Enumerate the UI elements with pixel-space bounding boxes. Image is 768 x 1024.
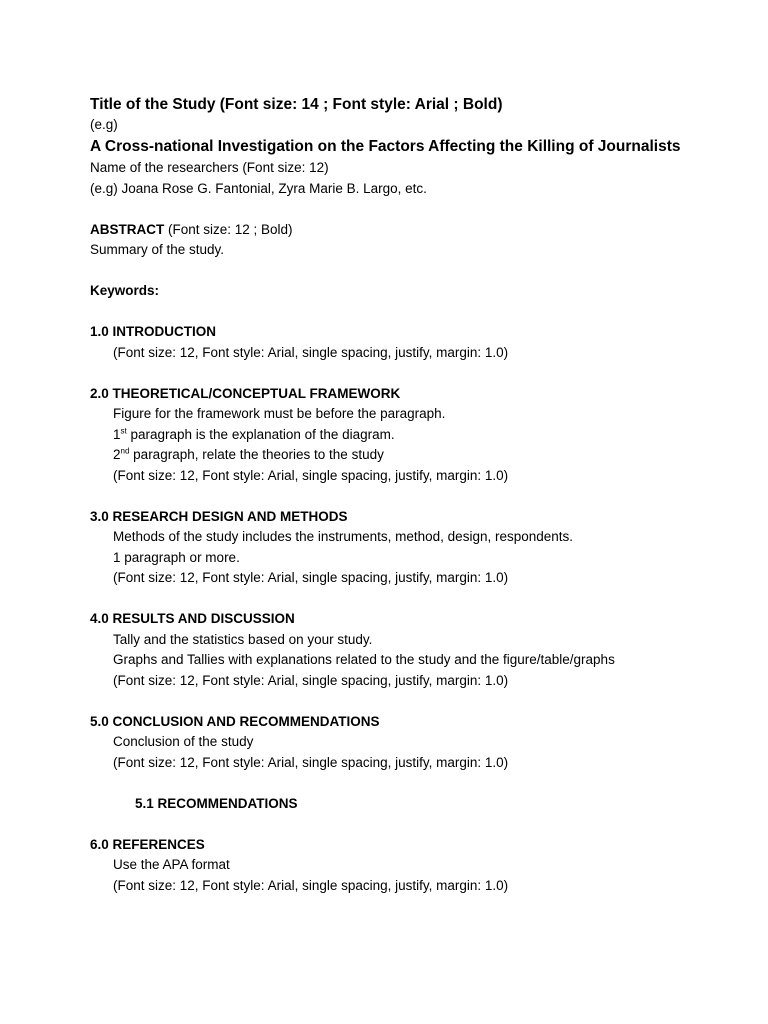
spacer (90, 261, 728, 282)
section-framework (90, 384, 728, 487)
framework-line-2 (90, 425, 728, 446)
methods-line-2: 1 paragraph or more. (113, 549, 240, 565)
format-note: (Font size: 12, Font style: Arial, single spacing, justify, margin: 1.0) (113, 570, 509, 585)
format-note: (Font size: 12, Font style: Arial, single spacing, justify, margin: 1.0) (113, 877, 509, 893)
format-note: (Font size: 12, Font style: Arial, single spacing, justify, margin: 1.0) (113, 467, 509, 483)
framework-line-2-text: paragraph is the explanation of the diagram. (126, 426, 395, 442)
format-note: (Font size: 12, Font style: Arial, single spacing, justify, margin: 1.0) (113, 672, 509, 688)
ordinal-number: 2 (113, 447, 121, 462)
section-methods (90, 507, 728, 589)
keywords-heading: Keywords: (90, 283, 160, 298)
section-conclusion (90, 712, 728, 815)
section-heading: 4.0 RESULTS AND DISCUSSION (90, 611, 295, 626)
framework-line-1: Figure for the framework must be before the paragraph. (113, 406, 446, 421)
spacer (90, 814, 728, 835)
section-heading: 2.0 THEORETICAL/CONCEPTUAL FRAMEWORK (90, 385, 401, 401)
spacer (90, 363, 728, 384)
researchers-label: Name of the researchers (Font size: 12) (90, 160, 329, 175)
abstract-heading: ABSTRACT (90, 221, 165, 237)
ordinal-suffix: nd (120, 446, 130, 456)
results-line-2: Graphs and Tallies with explanations related to the study and the figure/table/graphs (113, 652, 615, 667)
format-note: (Font size: 12, Font style: Arial, single spacing, justify, margin: 1.0) (113, 344, 509, 360)
results-line-1: Tally and the statistics based on your study. (113, 631, 373, 647)
study-title: A Cross-national Investigation on the Factors Affecting the Killing of Journalists (90, 138, 681, 155)
example-label: (e.g) (90, 117, 118, 132)
format-note: (Font size: 12, Font style: Arial, single spacing, justify, margin: 1.0) (113, 754, 509, 770)
spacer (90, 589, 728, 610)
spacer (90, 302, 728, 323)
abstract-heading-line (90, 220, 728, 241)
spacer (90, 486, 728, 507)
spacer (90, 691, 728, 712)
section-references (90, 835, 728, 897)
ordinal-number: 1 (113, 426, 121, 442)
section-introduction (90, 322, 728, 363)
section-heading: 1.0 INTRODUCTION (90, 324, 217, 339)
section-heading: 5.0 CONCLUSION AND RECOMMENDATIONS (90, 713, 380, 729)
spacer (90, 199, 728, 220)
abstract-heading-note: (Font size: 12 ; Bold) (164, 221, 293, 237)
methods-line-1: Methods of the study includes the instruments, method, design, respondents. (113, 529, 574, 544)
section-results (90, 609, 728, 691)
subsection-heading: 5.1 RECOMMENDATIONS (135, 795, 298, 811)
researchers-example: (e.g) Joana Rose G. Fantonial, Zyra Marie B. Largo, etc. (90, 180, 427, 196)
references-line-1: Use the APA format (113, 857, 230, 872)
framework-line-3-text: paragraph, relate the theories to the study (129, 447, 384, 462)
spacer (90, 773, 728, 794)
framework-line-3 (90, 445, 728, 466)
ordinal-suffix: st (120, 426, 127, 435)
conclusion-line-1: Conclusion of the study (113, 734, 254, 749)
section-heading: 3.0 RESEARCH DESIGN AND METHODS (90, 508, 348, 524)
section-heading: 6.0 REFERENCES (90, 836, 205, 852)
abstract-summary: Summary of the study. (90, 242, 225, 257)
title-instruction: Title of the Study (Font size: 14 ; Font style: Arial ; Bold) (90, 96, 503, 113)
